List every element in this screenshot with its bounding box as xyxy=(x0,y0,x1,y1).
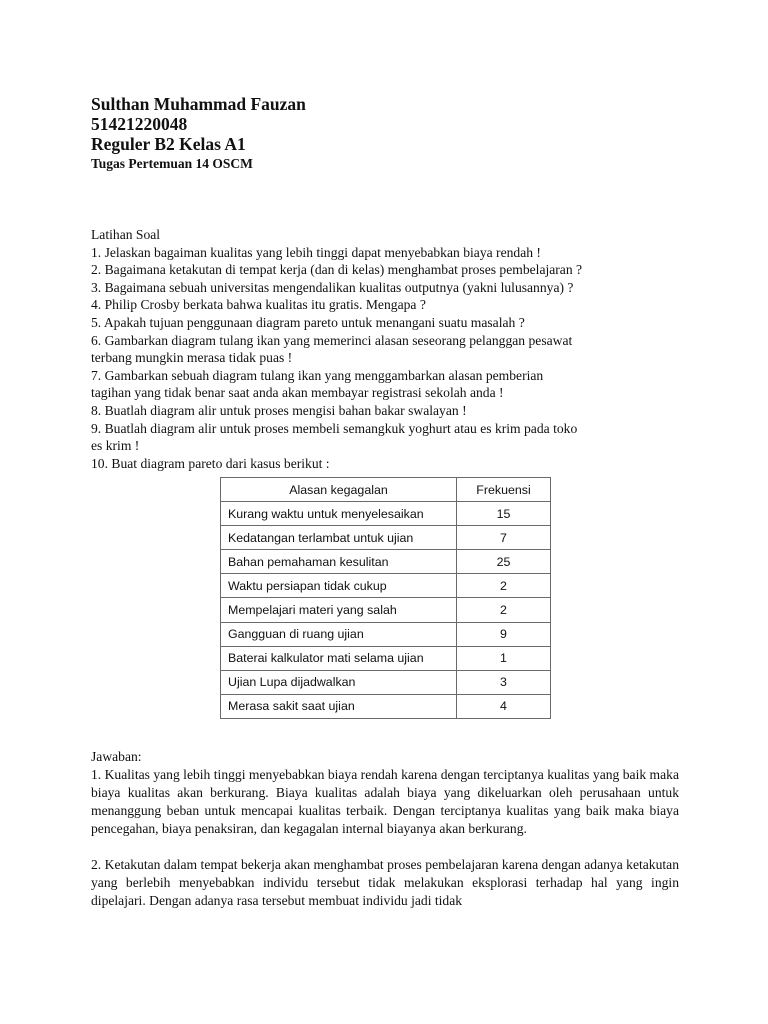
table-row xyxy=(221,670,551,694)
frequency-cell: 4 xyxy=(457,694,551,718)
failure-reasons-table xyxy=(220,477,551,719)
question-line: 1. Jelaskan bagaiman kualitas yang lebih tinggi dapat menyebabkan biaya rendah ! xyxy=(91,244,541,260)
answers-section xyxy=(91,748,679,928)
table-row xyxy=(221,502,551,526)
question-line: 6. Gambarkan diagram tulang ikan yang memerinci alasan seseorang pelanggan pesawat xyxy=(91,332,573,348)
table-row xyxy=(221,526,551,550)
column-header-frequency: Frekuensi xyxy=(457,478,551,502)
table-row xyxy=(221,598,551,622)
question-line: 9. Buatlah diagram alir untuk proses membeli semangkuk yoghurt atau es krim pada toko xyxy=(91,420,578,436)
reason-cell: Mempelajari materi yang salah xyxy=(221,598,457,622)
answer-paragraph-2: 2. Ketakutan dalam tempat bekerja akan menghambat proses pembelajaran karena dengan adanya ketakutan yang berlebih menyebabkan individu tersebut tidak melakukan eksplorasi terhadap hal yang ingin dipelajari. Dengan adanya rasa tersebut membuat individu jadi tidak xyxy=(91,857,679,908)
frequency-cell: 15 xyxy=(457,502,551,526)
table-header-row xyxy=(221,478,551,502)
reason-cell: Waktu persiapan tidak cukup xyxy=(221,574,457,598)
answer-paragraph-1: 1. Kualitas yang lebih tinggi menyebabkan biaya rendah karena dengan terciptanya kualitas yang baik maka biaya kualitas akan berkurang. Biaya kualitas adalah biaya yang dikeluarkan oleh perusahaan untuk menanggung beban untuk mencapai kualitas terbaik. Dengan terciptanya kualitas yang baik maka biaya pencegahan, biaya penaksiran, dan kegagalan internal biayanya akan berkurang. xyxy=(91,767,679,836)
table-row xyxy=(221,646,551,670)
student-name: Sulthan Muhammad Fauzan xyxy=(91,94,306,114)
question-line: 2. Bagaimana ketakutan di tempat kerja (dan di kelas) menghambat proses pembelajaran ? xyxy=(91,262,583,278)
column-header-reason: Alasan kegagalan xyxy=(221,478,457,502)
questions-heading: Latihan Soal xyxy=(91,227,161,242)
reason-cell: Merasa sakit saat ujian xyxy=(221,694,457,718)
question-line: 10. Buat diagram pareto dari kasus berikut : xyxy=(91,455,330,471)
reason-cell: Kurang waktu untuk menyelesaikan xyxy=(221,502,457,526)
frequency-cell: 7 xyxy=(457,526,551,550)
question-line: es krim ! xyxy=(91,438,140,454)
reason-cell: Kedatangan terlambat untuk ujian xyxy=(221,526,457,550)
question-line: 3. Bagaimana sebuah universitas mengendalikan kualitas outputnya (yakni lulusannya) ? xyxy=(91,279,574,295)
frequency-cell: 2 xyxy=(457,598,551,622)
assignment-title: Tugas Pertemuan 14 OSCM xyxy=(91,156,253,171)
question-line: 7. Gambarkan sebuah diagram tulang ikan yang menggambarkan alasan pemberian xyxy=(91,367,544,383)
table-row xyxy=(221,694,551,718)
document-header xyxy=(91,94,306,174)
reason-cell: Gangguan di ruang ujian xyxy=(221,622,457,646)
frequency-cell: 9 xyxy=(457,622,551,646)
student-id: 51421220048 xyxy=(91,114,188,134)
frequency-cell: 2 xyxy=(457,574,551,598)
frequency-cell: 1 xyxy=(457,646,551,670)
question-line: terbang mungkin merasa tidak puas ! xyxy=(91,350,293,366)
frequency-cell: 3 xyxy=(457,670,551,694)
question-line: 4. Philip Crosby berkata bahwa kualitas itu gratis. Mengapa ? xyxy=(91,297,426,313)
question-line: 5. Apakah tujuan penggunaan diagram pareto untuk menangani suatu masalah ? xyxy=(91,314,525,330)
reason-cell: Ujian Lupa dijadwalkan xyxy=(221,670,457,694)
answers-heading: Jawaban: xyxy=(91,749,142,764)
question-line: tagihan yang tidak benar saat anda akan membayar registrasi sekolah anda ! xyxy=(91,385,504,401)
class-label: Reguler B2 Kelas A1 xyxy=(91,134,246,154)
question-line: 8. Buatlah diagram alir untuk proses mengisi bahan bakar swalayan ! xyxy=(91,402,467,418)
reason-cell: Bahan pemahaman kesulitan xyxy=(221,550,457,574)
table-row xyxy=(221,550,551,574)
frequency-cell: 25 xyxy=(457,550,551,574)
reason-cell: Baterai kalkulator mati selama ujian xyxy=(221,646,457,670)
table-row xyxy=(221,622,551,646)
questions-section xyxy=(91,226,691,472)
table-row xyxy=(221,574,551,598)
